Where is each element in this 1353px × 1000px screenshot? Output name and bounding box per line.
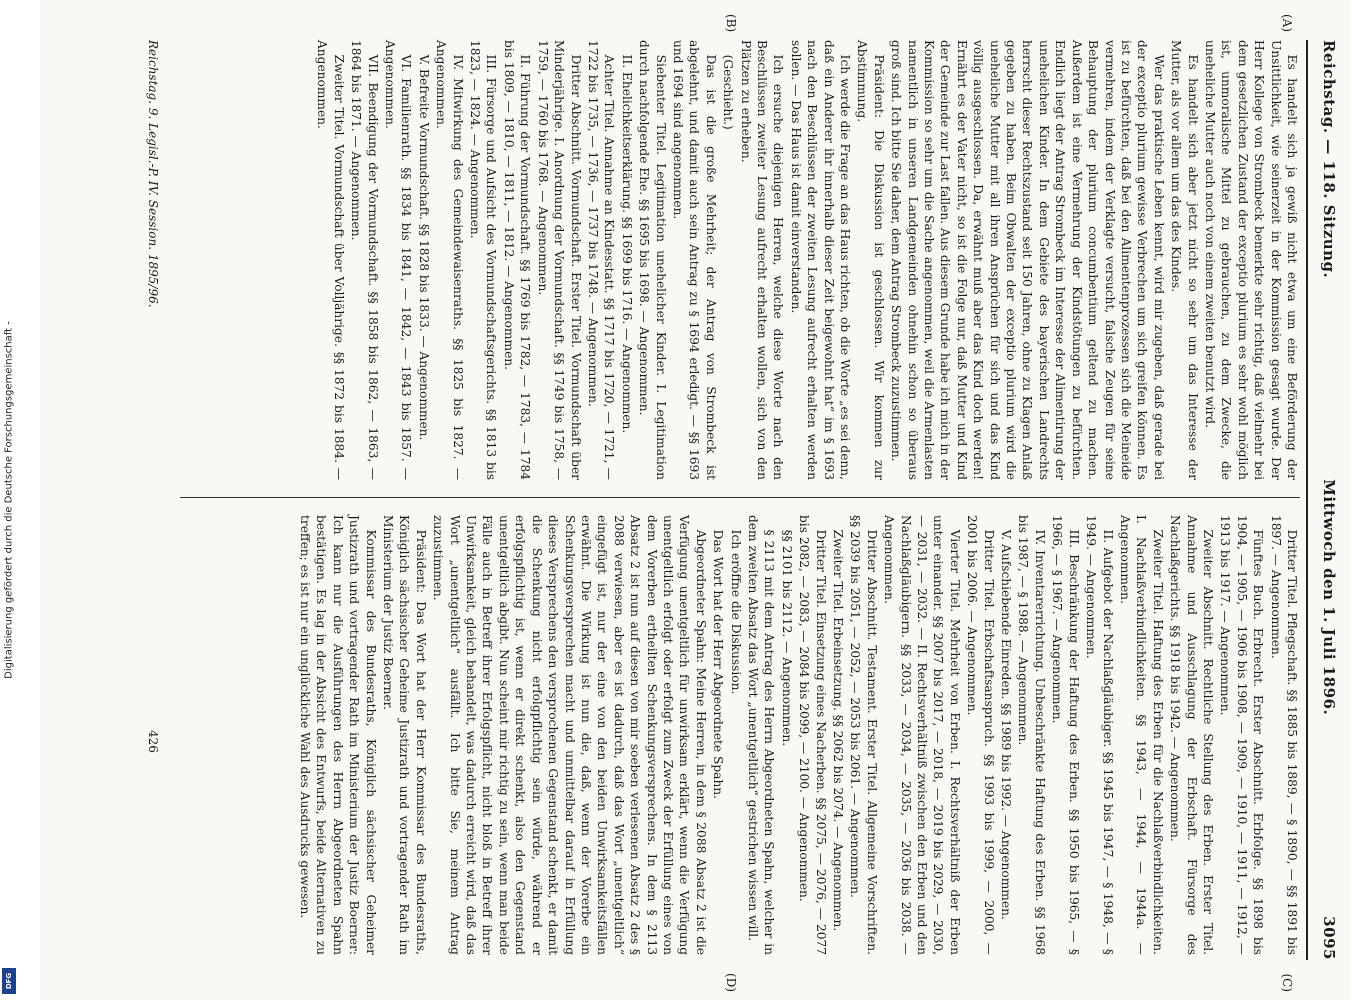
sidebar	[0, 0, 18, 1000]
paragraph: Präsident: Das Wort hat der Herr Kommissar des Bundesraths, Königlich sächsischer Geheime Justizrath und vortragender Rath im Ministerium der Justiz Boerner.	[381, 515, 428, 955]
header-rule	[1306, 40, 1308, 960]
paragraph: (Geschieht.)	[721, 54, 736, 130]
paragraph: §§ 2101 bis 2112. — Angenommen.	[779, 529, 794, 747]
paragraph: V. Aufschiebende Einreden. §§ 1989 bis 1992. — Angenommen.	[999, 529, 1014, 920]
column-divider	[180, 497, 1300, 498]
paragraph: Das Wort hat der Herr Abgeordnete Spahn.	[711, 529, 726, 800]
paragraph: II. Aufgebot der Nachlaßgläubiger. §§ 1945 bis 1947, — § 1948, — § 1949. — Angenommen.	[1084, 515, 1115, 955]
margin-marker-b: (B)	[724, 14, 738, 33]
paragraph: Es handelt sich ja gewiß nicht etwa um eine Beförderung der Unsittlichkeit, wie seinerzeit in der Kommission gesagt wurde. Der Herr Kollege von Strombeck bemerkte sehr richtig, daß vielmehr bei dem gesetzlichen Zustand der exceptio plurium es sehr wohl möglich ist, unmoralische Mittel zu gebrauchen, zu dem Zwecke, die uneheliche Mutter auch noch von einem zweiten benutzt wird.	[1202, 40, 1299, 480]
paragraph: Zweiter Titel. Haftung des Erben für die Nachlaßverbindlichkeiten. I. Nachlaßverbindlichkeiten. §§ 1943, — 1944, — 1944a. — Angenommen.	[1117, 515, 1165, 955]
header-center: Mittwoch den 1. Juli 1896.	[1320, 479, 1338, 716]
paragraph: II. Führung der Vormundschaft. §§ 1769 bis 1782, — 1783, — 1784 bis 1809, — 1810, — 1811, — 1812. — Angenommen.	[501, 40, 533, 480]
left-column	[313, 40, 1300, 480]
paragraph: II. Ehelichkeitserklärung. §§ 1699 bis 1716. — Angenommen.	[619, 54, 634, 434]
paragraph: VII. Beendigung der Vormundschaft. §§ 1858 bis 1862, — 1863, — 1864 bis 1871. — Angenommen.	[349, 40, 380, 480]
paragraph: III. Fürsorge und Aufsicht des Vormundschaftsgerichts. §§ 1813 bis 1823, — 1824. — Angenommen.	[468, 40, 499, 480]
paragraph: Das ist die große Mehrheit; der Antrag von Strombeck ist abgelehnt, und damit auch sein Antrag zu § 1694 erledigt. — §§ 1693 und 1694 sind angenommen.	[670, 40, 718, 480]
header-left: Reichstag. — 118. Sitzung.	[1320, 40, 1338, 279]
paragraph: IV. Inventarerrichtung. Unbeschränkte Haftung des Erben. §§ 1968 bis 1987, — § 1988. — Angenommen.	[1016, 515, 1047, 955]
paragraph: Dritter Titel. Pflegschaft. §§ 1885 bis 1889, — § 1890, — §§ 1891 bis 1897. — Angenommen.	[1268, 515, 1299, 955]
paragraph: Präsident: Die Diskussion ist geschlossen. Wir kommen zur Abstimmung.	[855, 40, 886, 480]
paragraph: Wer das praktische Leben kennt, wird mir zugeben, daß gerade bei der exceptio plurium gewisse Verbrechen um sich greifen können. Es ist zu befürchten, daß bei den Alimentenprozessen sich die Meineide vermehren, indem der Verklagte versucht, falsche Zeugen für seine Behauptung der plurium concumbentium geltend zu machen. Außerdem ist eine Vermehrung der Kindstötungen zu befürchten. Endlich liegt der Antrag Strombeck im Interesse der Alimentirung der unehelichen Kinder. In dem Gebiete des bayerischen Landrechts herrscht dieser Rechtszustand seit 150 Jahren, ohne zu Klagen Anlaß gegeben zu haben. Beim Obwalten der exceptio plurium wird die uneheliche Mutter mit all ihren Ansprüchen für sich und das Kind völlig ausgeschlossen. Da, erwähnt muß aber das Kind doch werden! Ernährt es der Vater nicht, so ist die Folge nur, daß Mutter und Kind der Gemeinde zur Last fallen. Aus diesem Grunde habe ich mich in der Kommission so sehr um die Sache angenommen, weil die Armenlasten namentlich in unseren Landgemeinden ohnehin schon so überaus groß sind. Ich bitte Sie daher, dem Antrag Strombeck zuzustimmen.	[889, 40, 1166, 480]
paragraph: Zweiter Titel. Vormundschaft über Volljährige. §§ 1872 bis 1884. — Angenommen.	[315, 40, 346, 480]
paragraph: VI. Familienrath. §§ 1834 bis 1841, — 1842, — 1843 bis 1857. — Angenommen.	[383, 40, 414, 480]
header-page-number: 3095	[1320, 916, 1338, 960]
paragraph: Ich eröffne die Diskussion.	[728, 529, 743, 695]
footer-page-number: 426	[146, 730, 160, 753]
paragraph: Zweiter Titel. Erbeinsetzung. §§ 2062 bis 2074. — Angenommen.	[831, 529, 846, 932]
paragraph: Es handelt sich aber jetzt nicht so sehr um das Interesse der Mutter, als vor allem um das des Kindes.	[1169, 40, 1200, 480]
margin-marker-d: (D)	[724, 973, 738, 992]
funding-credit: Digitalisierung gefördert durch die Deutsche Forschungsgemeinschaft -	[3, 321, 15, 679]
scanned-page	[40, 0, 1350, 1000]
paragraph: Dritter Abschnitt. Vormundschaft. Erster Titel. Vormundschaft über Minderjährige. I. Anordnung der Vormundschaft. §§ 1749 bis 1758, — 1759, — 1760 bis 1768. — Angenommen.	[535, 40, 583, 480]
paragraph: § 2113 mit dem Antrag des Herrn Abgeordneten Spahn, welcher in dem zweiten Absatz das Wort „unentgeltlich“ gestrichen wissen will.	[746, 515, 777, 955]
paragraph: Siebenter Titel. Legitimation unehelicher Kinder. I. Legitimation durch nachfolgende Ehe. §§ 1695 bis 1698. — Angenommen.	[637, 40, 668, 480]
paragraph: Ich ersuche diejenigen Herren, welche diese Worte nach den Beschlüssen zweiter Lesung aufrecht erhalten wollen, sich von den Plätzen zu erheben.	[738, 40, 786, 480]
rotated-page-content	[40, 0, 1350, 1000]
paragraph: Fünftes Buch. Erbrecht. Erster Abschnitt. Erbfolge. §§ 1898 bis 1904, — 1905, — 1906 bis 1908, — 1909, — 1910, — 1911, — 1912, — 1913 bis 1917. — Angenommen.	[1218, 515, 1266, 955]
paragraph: Dritter Abschnitt. Testament. Erster Titel. Allgemeine Vorschriften. §§ 2039 bis 2051, — 2052, — 2053 bis 2061. — Angenommen.	[848, 515, 879, 955]
paragraph: Vierter Titel. Mehrheit von Erben. I. Rechtsverhältniß der Erben unter einander. §§ 2007 bis 2017, — 2018, — 2019 bis 2029, — 2030, — 2031, — 2032. — II. Rechtsverhältniß zwischen den Erben und den Nachlaßgläubigern. §§ 2033, — 2034, — 2035, — 2036 bis 2038. — Angenommen.	[882, 515, 962, 955]
right-column	[296, 515, 1300, 955]
paragraph: IV. Mitwirkung des Gemeindewaisenraths. §§ 1825 bis 1827. — Angenommen.	[434, 40, 465, 480]
dfg-logo	[2, 968, 16, 994]
paragraph: Zweiter Abschnitt. Rechtliche Stellung des Erben. Erster Titel. Annahme und Ausschlagung der Erbschaft. Fürsorge des Nachlaßgerichts. §§ 1918 bis 1942. — Angenommen.	[1168, 515, 1215, 955]
paragraph: III. Beschränkung der Haftung des Erben. §§ 1950 bis 1965, — § 1966, — § 1967. — Angenommen.	[1050, 515, 1081, 955]
dfg-logo-text: DFG	[5, 972, 13, 990]
paragraph: Kommissar des Bundesraths, Königlich sächsischer Geheimer Justizrath und vortragender Rath im Ministerium der Justiz Boerner: Ich kann nur die Ausführungen des Herrn Abgeordneten Spahn bestätigen. Es lag in der Absicht des Entwurfs, beide Alternativen zu treffen; es ist nur ein unglückliche Wahl des Ausdrucks gewesen.	[298, 515, 378, 955]
paragraph: Dritter Titel. Erbschaftsanspruch. §§ 1993 bis 1999, — 2000, — 2001 bis 2006. — Angenommen.	[965, 515, 996, 955]
paragraph: Dritter Titel. Einsetzung eines Nacherben. §§ 2075, — 2076, — 2077 bis 2082, — 2083, — 2084 bis 2099, — 2100. — Angenommen.	[797, 515, 828, 955]
running-header	[1316, 40, 1342, 960]
paragraph: V. Befreite Vormundschaft. §§ 1828 bis 1833. — Angenommen.	[416, 54, 431, 441]
margin-marker-a: (A)	[1280, 14, 1294, 33]
footer-session: Reichstag. 9. Legisl.-P. IV. Session. 1895/96.	[146, 40, 160, 308]
paragraph: Achter Titel. Annahme an Kindesstatt. §§ 1717 bis 1720, — 1721, — 1722 bis 1735, — 1736, — 1737 bis 1748. — Angenommen.	[585, 40, 617, 480]
paragraph: Ich werde die Frage an das Haus richten, ob die Worte „es sei denn, daß ein Anderer ihr innerhalb dieser Zeit beigewohnt hat“ im § 1693 nach den Beschlüssen der zweiten Lesung aufrecht erhalten werden sollen. — Das Haus ist damit einverstanden.	[788, 40, 853, 480]
margin-marker-c: (C)	[1280, 973, 1294, 992]
paragraph: Abgeordneter Spahn: Meine Herren, in dem § 2088 Absatz 2 ist die Verfügung unentgeltlich für unwirksam erklärt, wenn die Verfügung unentgeltlich erfolgt oder erfolgt zum Zweck der Erfüllung eines von dem Vorerben ertheilten Schenkungsversprechens. In dem § 2113 Absatz 2 ist nun auf diesen von mir soeben verlesenen Absatz 2 des § 2088 verwiesen, aber es ist dadurch, daß das Wort „unentgeltlich“ eingefügt ist, nur der eine von den beiden Unwirksamkeitsfällen erwähnt. Die Wirkung ist nun die, daß, wenn der Vorerbe ein Schenkungsversprechen macht und unmittelbar darauf in Erfüllung dieses Versprechens den versprochenen Gegenstand schenkt, er damit die Schenkung nicht erfolgpflichtig sein würde, während er erfolgspflichtig ist, wenn er direkt schenkt, also den Gegenstand unentgeltlich abgibt. Nun scheint mir richtig zu sein, wenn man beide Fälle auch in Betreff ihrer Erfolgspflicht, nicht bloß in Betreff ihrer Unwirksamkeit, gleich behandelt, was dadurch erreicht wird, daß das Wort „unentgeltlich“ ausfällt. Ich bitte Sie, meinem Antrag zuzustimmen.	[431, 515, 708, 955]
